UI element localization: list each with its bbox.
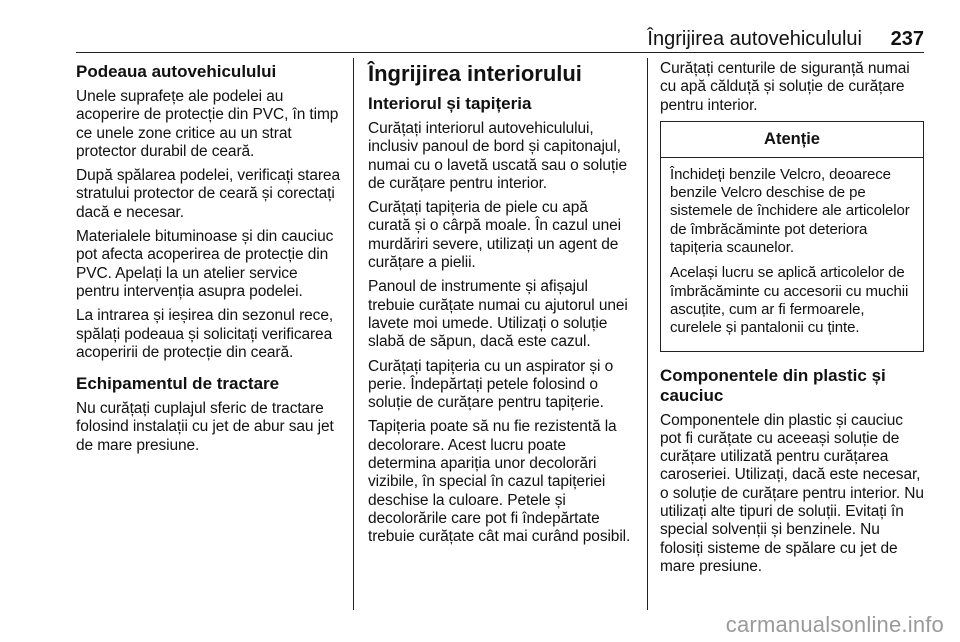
paragraph: Unele suprafețe ale podelei au acoperire de protecție din PVC, în timp ce unele zone critice au un strat protector durabil de ceară.	[76, 88, 339, 160]
heading-floor: Podeaua autovehiculului	[76, 62, 277, 81]
warning-title: Atenție	[661, 122, 923, 158]
warning-paragraph: Închideți benzile Velcro, deoarece benzile Velcro deschise de pe sistemele de închidere ale articolelor de îmbrăcăminte pot deteriora tapițeria scaunelor.	[670, 165, 910, 257]
paragraph: Panoul de instrumente și afișajul trebuie curățate numai cu ajutorul unei lavete moi umede. Utilizați o soluție slabă de săpun, dacă este cazul.	[368, 278, 628, 351]
column-divider-2	[647, 58, 648, 610]
watermark: carmanualsonline.info	[725, 612, 944, 637]
paragraph: Curățați tapițeria cu un aspirator și o perie. Îndepărtați petele folosind o soluție de curățare pentru tapițerie.	[368, 357, 614, 412]
warning-paragraph: Același lucru se aplică articolelor de îmbrăcăminte cu accesorii cu muchii ascuțite, cum ar fi fermoarele, curelele și pantalonii cu ținte.	[670, 264, 909, 337]
paragraph: Nu curățați cuplajul sferic de tractare folosind instalații cu jet de abur sau jet de mare presiune.	[76, 400, 334, 454]
paragraph: Curățați tapițeria de piele cu apă curată și o cârpă moale. În cazul unei murdăriri severe, utilizați un agent de curățare a pielii.	[368, 199, 621, 272]
paragraph: Materialele bituminoase și din cauciuc pot afecta acoperirea de protecție din PVC. Apelați la un atelier service pentru intervenția asupra podelei.	[76, 228, 334, 300]
heading-plastic-rubber: Componentele din plastic și cauciuc	[660, 365, 886, 405]
warning-box	[660, 121, 924, 352]
section-title: Îngrijirea autovehiculului	[647, 28, 862, 50]
paragraph: La intrarea și ieșirea din sezonul rece, spălați podeaua și solicitați verificarea acoperirii de protecție din ceară.	[76, 307, 334, 361]
page-number: 237	[890, 28, 924, 50]
paragraph: După spălarea podelei, verificați starea stratului protector de ceară și corectați dacă e necesar.	[76, 167, 340, 221]
heading-upholstery: Interiorul și tapițeria	[368, 94, 532, 113]
heading-towing: Echipamentul de tractare	[76, 374, 280, 394]
paragraph: Tapițeria poate să nu fie rezistentă la decolorare. Acest lucru poate determina apariția unor decolorări vizibile, în special în cazul tapițeriei deschise la culoare. Petele și decolorările care pot fi îndepărtate trebuie curățate cât mai curând posibil.	[368, 418, 631, 546]
column-middle	[368, 60, 634, 553]
page-header	[76, 28, 924, 50]
column-right	[660, 60, 926, 582]
column-left	[76, 60, 342, 461]
paragraph: Curățați interiorul autovehiculului, inclusiv panoul de bord și capitonajul, numai cu o lavetă uscată sau o soluție de curățare pentru interior.	[368, 120, 627, 192]
paragraph: Curățați centurile de siguranță numai cu apă călduță și soluție de curățare pentru interior.	[660, 60, 910, 114]
column-divider-1	[353, 58, 354, 610]
warning-body	[661, 158, 923, 351]
heading-interior-care: Îngrijirea interiorului	[368, 61, 582, 86]
paragraph: Componentele din plastic și cauciuc pot fi curățate cu aceeași soluție de curățare utilizată pentru curățarea caroseriei. Utilizați, dacă este necesar, o soluție de curățare pentru interior. Nu utilizați alte tipuri de soluții. Evitați în special solvenții și benzinele. Nu folosiți sisteme de spălare cu jet de mare presiune.	[660, 411, 924, 575]
header-divider	[76, 52, 924, 53]
